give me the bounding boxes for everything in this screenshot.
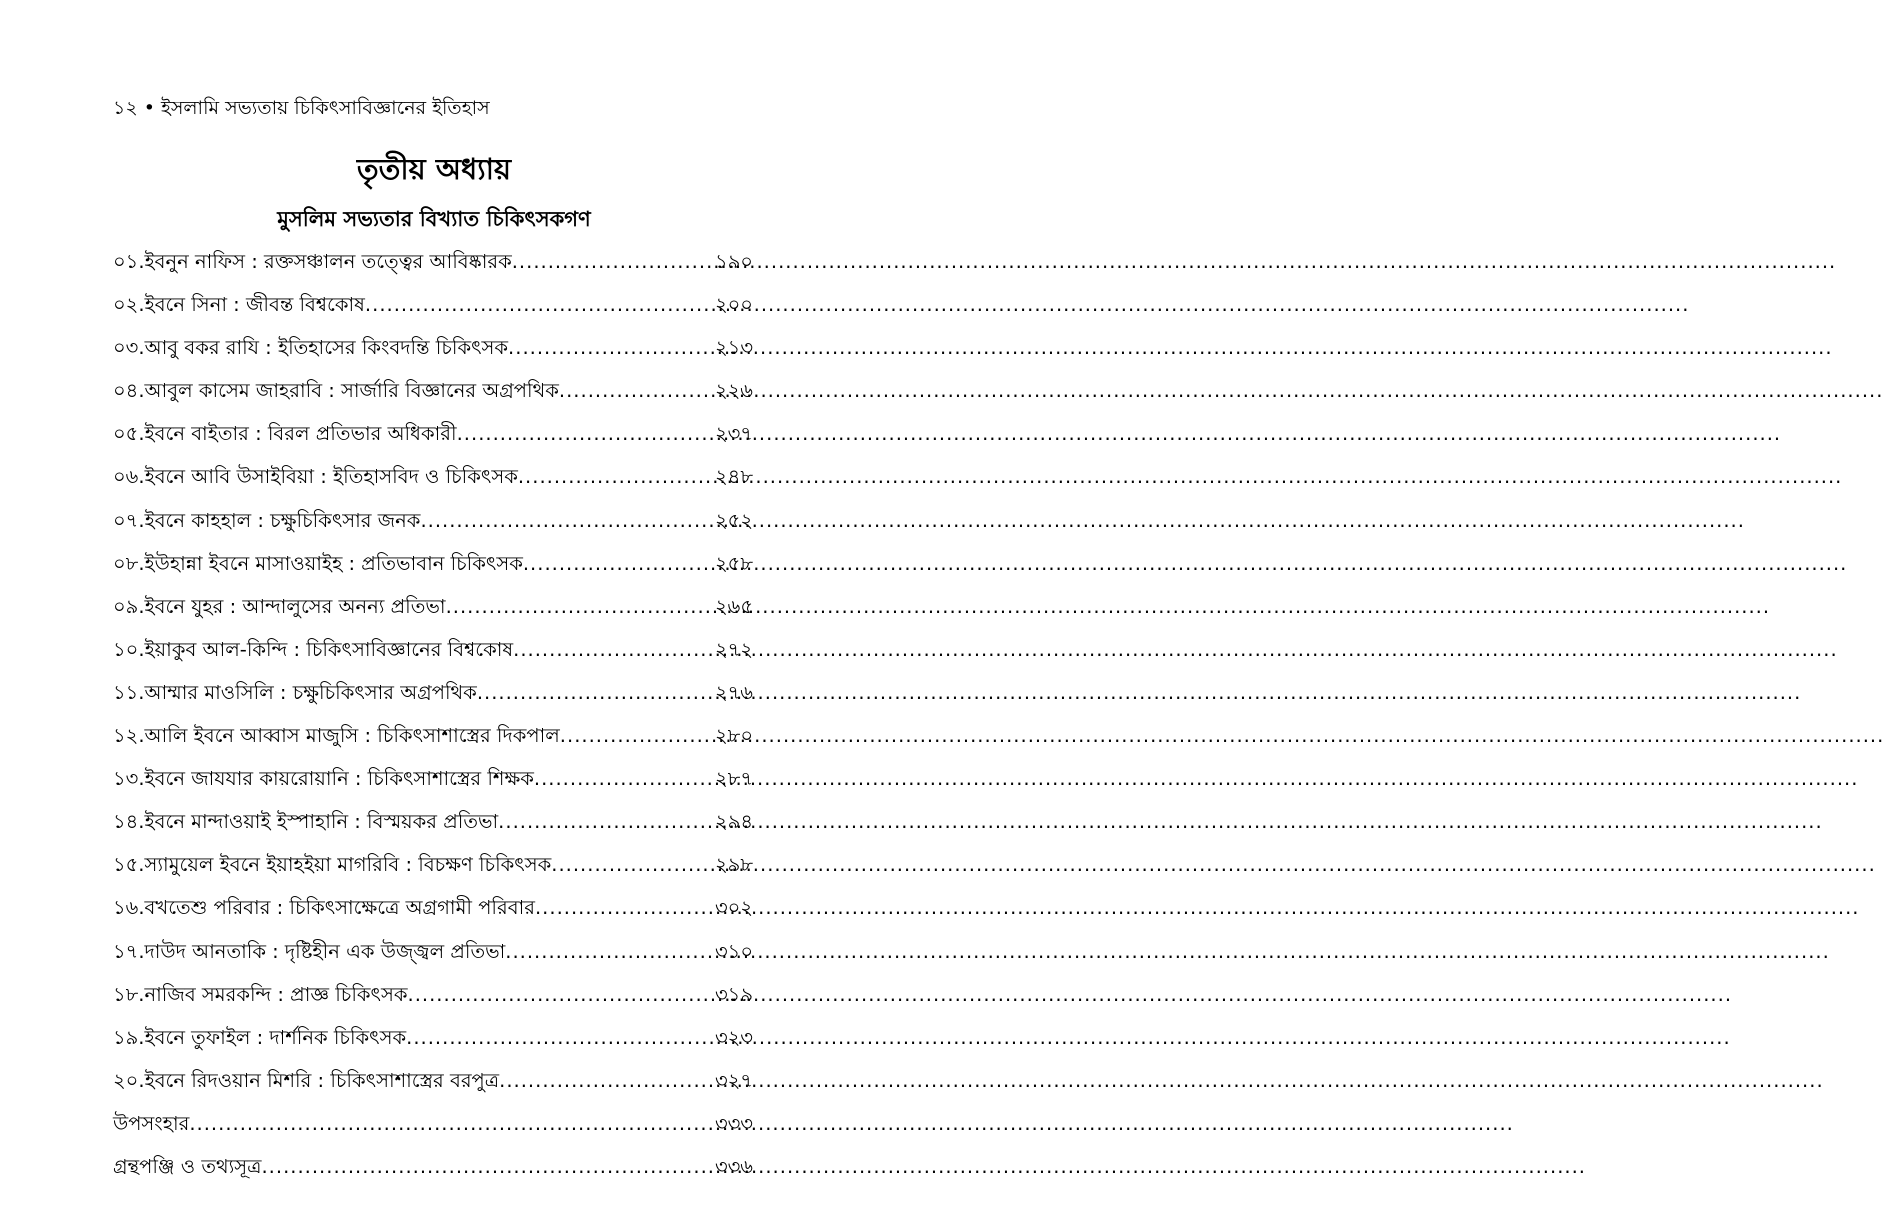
toc-entry-page: ২৯৮ (715, 853, 753, 877)
toc-entry[interactable] (113, 455, 753, 498)
toc-entry-page: ২৬৫ (714, 594, 753, 618)
toc-entry[interactable] (113, 1016, 753, 1059)
toc-entry-number: ১৩. (113, 767, 145, 791)
dot-leader (261, 1145, 712, 1188)
toc-entry-page: ১৯০ (715, 250, 753, 273)
toc-entry-number: ০২. (113, 293, 145, 317)
dot-leader (512, 240, 713, 283)
dot-leader (518, 455, 713, 498)
toc-entry[interactable] (113, 628, 753, 671)
toc-entry[interactable] (113, 973, 753, 1016)
toc-entry[interactable] (113, 499, 753, 542)
toc-entry-number: ০৪. (113, 379, 145, 403)
toc-entry-number: ১৮. (113, 982, 145, 1006)
toc-entry-title: বখতেশু পরিবার : চিকিৎসাক্ষেত্রে অগ্রগামী পরিবার (144, 896, 535, 920)
toc-entry-number: ০৭. (113, 508, 145, 532)
dot-leader (498, 800, 713, 843)
toc-entry-page: ২৯৪ (715, 810, 753, 834)
toc-entry[interactable] (113, 671, 753, 714)
toc-entry-number: ১৫. (113, 853, 145, 877)
dot-leader (551, 843, 713, 886)
toc-entry[interactable] (113, 1059, 753, 1102)
toc-entry-page: ২৫২ (714, 508, 753, 532)
toc-entry[interactable] (113, 886, 753, 929)
toc-entry-page: ২৭৬ (714, 680, 753, 704)
toc-entry-page: ২৭২ (714, 637, 753, 661)
toc-entry-number: ০৩. (113, 336, 145, 360)
toc-entry-title: ইবনে যুহর : আন্দালুসের অনন্য প্রতিভা (144, 594, 446, 618)
dot-leader (499, 1059, 713, 1102)
dot-leader (534, 757, 713, 800)
toc-entry-page: ৩১০ (714, 939, 753, 963)
toc-entry[interactable] (113, 930, 753, 973)
toc-entry-page: ২৮০ (714, 724, 753, 748)
toc-entry[interactable] (113, 283, 753, 326)
section-title: মুসলিম সভ্যতার বিখ্যাত চিকিৎসকগণ (277, 207, 591, 231)
dot-leader (535, 886, 713, 929)
dot-leader (420, 499, 713, 542)
dot-leader (365, 283, 713, 326)
toc-entry-number: ১১. (113, 680, 145, 704)
chapter-title: তৃতীয় অধ্যায় (356, 152, 512, 186)
toc-entry-title: স্যামুয়েল ইবনে ইয়াহইয়া মাগরিবি : বিচক্ষণ চিকিৎসক (144, 853, 552, 877)
toc-entry-title: ইবনে তুফাইল : দার্শনিক চিকিৎসক (144, 1025, 407, 1049)
toc-entry-number: ১৬. (113, 896, 145, 920)
toc-entry-number: ১৯. (113, 1025, 145, 1049)
running-head: ১২ • ইসলামি সভ্যতায় চিকিৎসাবিজ্ঞানের ইতিহাস (113, 97, 490, 119)
dot-leader (508, 326, 713, 369)
dot-leader (457, 412, 713, 455)
toc-entry[interactable] (113, 326, 753, 369)
toc-entry-page: ২১৩ (714, 336, 753, 360)
toc-entry-page: ২৪৮ (715, 465, 753, 489)
toc-entry-title: ইয়াকুব আল-কিন্দি : চিকিৎসাবিজ্ঞানের বিশ্বকোষ (144, 637, 514, 661)
toc-entry[interactable] (113, 714, 753, 757)
toc-entry-title: দাউদ আনতাকি : দৃষ্টিহীন এক উজ্জ্বল প্রতিভা (144, 939, 506, 963)
toc-entry-number: ২০. (113, 1068, 145, 1092)
dot-leader (513, 628, 713, 671)
toc-entry-number: ০৫. (113, 422, 145, 446)
toc-entry[interactable] (113, 369, 753, 412)
toc-entry-number: ০৮. (113, 551, 145, 575)
toc-entry[interactable] (113, 585, 753, 628)
toc-entry-page: ৩২৩ (714, 1025, 753, 1049)
toc-entry-title: আলি ইবনে আব্বাস মাজুসি : চিকিৎসাশাস্ত্রের দিকপাল (144, 724, 560, 748)
toc-entry-title: নাজিব সমরকন্দি : প্রাজ্ঞ চিকিৎসক (144, 982, 408, 1006)
toc-entry-number: ১০. (113, 637, 145, 661)
toc-entry-page: ২৫৮ (715, 551, 753, 575)
toc-entry-title: ইবনে আবি উসাইবিয়া : ইতিহাসবিদ ও চিকিৎসক (144, 465, 518, 489)
toc-entry-page: ২২৬ (714, 379, 753, 403)
toc-entry-title: ইবনুন নাফিস : রক্তসঞ্চালন তত্ত্বের আবিষ্কারক (144, 250, 512, 273)
toc-entry-title: ইবনে জাযযার কায়রোয়ানি : চিকিৎসাশাস্ত্রের শিক্ষক (144, 767, 534, 791)
toc-entry-number: ১৭. (113, 939, 145, 963)
toc-entry-page: ২০০ (714, 293, 753, 317)
toc-entry[interactable] (113, 240, 753, 283)
toc-entry-title: ইউহান্না ইবনে মাসাওয়াইহ : প্রতিভাবান চিকিৎসক (144, 551, 523, 575)
toc-entry-title: ইবনে কাহহাল : চক্ষুচিকিৎসার জনক (144, 508, 421, 532)
toc-entry-number: ০১. (113, 250, 145, 273)
toc-entry-title: গ্রন্থপঞ্জি ও তথ্যসূত্র (113, 1154, 262, 1178)
toc-entry-page: ৩৩৬ (714, 1154, 753, 1178)
dot-leader (505, 930, 713, 973)
toc-entry-page: ৩৩৩ (714, 1111, 753, 1135)
toc-entry[interactable] (113, 412, 753, 455)
toc-entry-title: আম্মার মাওসিলি : চক্ষুচিকিৎসার অগ্রপথিক (144, 680, 477, 704)
dot-leader (559, 369, 713, 412)
toc-entry[interactable] (113, 1102, 753, 1145)
dot-leader (446, 585, 713, 628)
toc-entry-title: ইবনে রিদওয়ান মিশরি : চিকিৎসাশাস্ত্রের বরপুত্র (144, 1068, 500, 1092)
toc-entry-title: ইবনে সিনা : জীবন্ত বিশ্বকোষ (144, 293, 365, 317)
toc-entry[interactable] (113, 757, 753, 800)
toc-entry-number: ০৬. (113, 465, 145, 489)
toc-entry[interactable] (113, 843, 753, 886)
toc-entry-number: ০৯. (113, 594, 145, 618)
toc-entry-page: ২৮৭ (714, 767, 753, 791)
toc-entry-page: ৩১৯ (715, 982, 753, 1006)
toc-entry[interactable] (113, 1145, 753, 1188)
toc-entry-page: ৩২৭ (714, 1068, 753, 1092)
dot-leader (408, 973, 714, 1016)
dot-leader (477, 671, 713, 714)
toc-entry[interactable] (113, 800, 753, 843)
toc-entry[interactable] (113, 542, 753, 585)
dot-leader (523, 542, 713, 585)
dot-leader (560, 714, 713, 757)
toc-entry-number: ১৪. (113, 810, 145, 834)
toc-entry-title: আবুল কাসেম জাহরাবি : সার্জারি বিজ্ঞানের অগ্রপথিক (144, 379, 559, 403)
dot-leader (406, 1016, 713, 1059)
toc-entry-title: আবু বকর রাযি : ইতিহাসের কিংবদন্তি চিকিৎসক (144, 336, 509, 360)
toc-entry-title: ইবনে বাইতার : বিরল প্রতিভার অধিকারী (144, 422, 457, 446)
table-of-contents (113, 240, 753, 1188)
toc-entry-page: ২৩৭ (714, 422, 753, 446)
toc-entry-title: উপসংহার (113, 1111, 190, 1135)
toc-entry-page: ৩০২ (714, 896, 753, 920)
dot-leader (189, 1102, 713, 1145)
toc-entry-title: ইবনে মান্দাওয়াই ইস্পাহানি : বিস্ময়কর প্রতিভা (144, 810, 499, 834)
toc-entry-number: ১২. (113, 724, 145, 748)
